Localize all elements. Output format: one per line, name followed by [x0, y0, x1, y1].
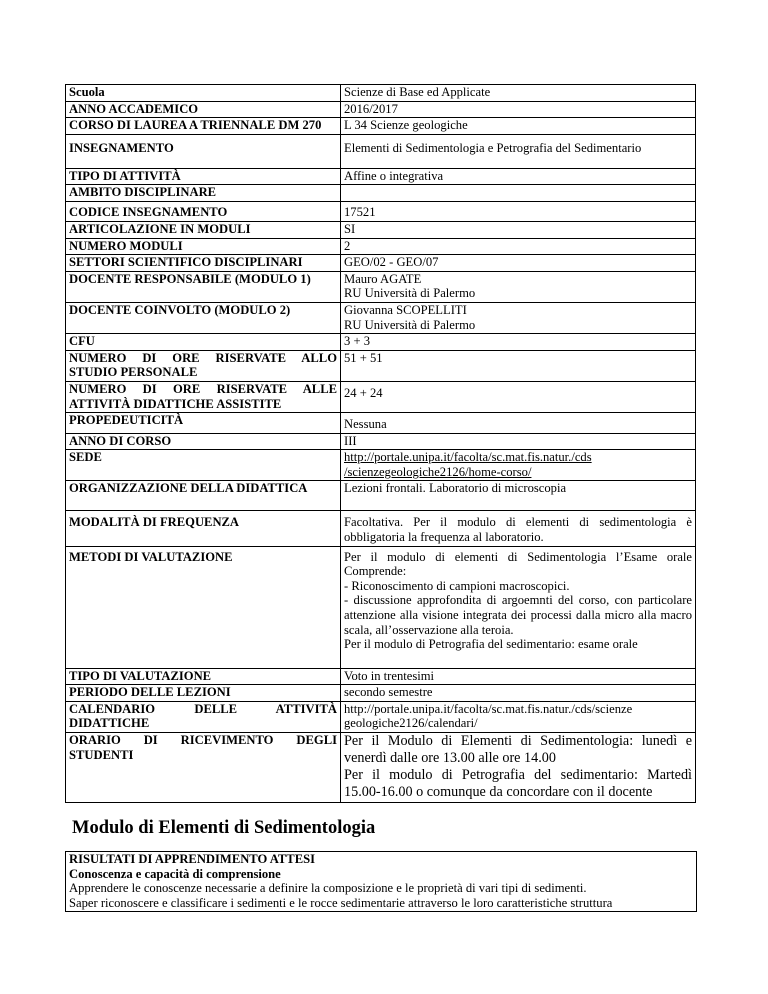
value-cfu: 3 + 3: [341, 334, 696, 351]
label-ambito: AMBITO DISCIPLINARE: [66, 185, 341, 202]
label-calendario: CALENDARIO DELLE ATTIVITÀ DIDATTICHE: [66, 701, 341, 732]
value-codice: 17521: [341, 202, 696, 222]
value-tipo-attivita: Affine o integrativa: [341, 168, 696, 185]
label-ore-didattiche: NUMERO DI ORE RISERVATE ALLE ATTIVITÀ DIDATTICHE ASSISTITE: [66, 381, 341, 412]
label-scuola: Scuola: [66, 85, 341, 102]
value-corso: L 34 Scienze geologiche: [341, 118, 696, 135]
label-ricevimento: ORARIO DI RICEVIMENTO DEGLI STUDENTI: [66, 733, 341, 803]
metodi-line: Per il modulo di Petrografia del sedimentario: esame orale: [344, 637, 638, 652]
ricevimento-line: Per il Modulo di Elementi di Sedimentologia: lunedì e venerdì dalle ore 13.00 alle ore 14.00: [344, 733, 692, 767]
table-row: [66, 381, 696, 412]
table-row: [66, 733, 696, 803]
value-docente-coinvolto: [341, 302, 696, 333]
value-calendario: [341, 701, 696, 732]
table-row: [66, 481, 696, 511]
label-cfu: CFU: [66, 334, 341, 351]
table-row: [66, 685, 696, 702]
value-tipo-valutazione: Voto in trentesimi: [341, 668, 696, 685]
table-row: [66, 852, 697, 912]
value-ore-didattiche: 24 + 24: [341, 381, 696, 412]
table-row: [66, 350, 696, 381]
table-row: [66, 238, 696, 255]
value-anno-corso: III: [341, 433, 696, 450]
value-ambito: [341, 185, 696, 202]
table-row: [66, 701, 696, 732]
course-info-table: [65, 84, 696, 803]
table-row: [66, 546, 696, 668]
label-codice: CODICE INSEGNAMENTO: [66, 202, 341, 222]
value-articolazione: SI: [341, 221, 696, 238]
label-organizzazione: ORGANIZZAZIONE DELLA DIDATTICA: [66, 481, 341, 511]
label-periodo: PERIODO DELLE LEZIONI: [66, 685, 341, 702]
value-settori: GEO/02 - GEO/07: [341, 255, 696, 272]
table-row: [66, 221, 696, 238]
table-row: [66, 302, 696, 333]
label-propedeuticita: PROPEDEUTICITÀ: [66, 413, 341, 434]
value-docente-responsabile: [341, 271, 696, 302]
table-row: [66, 433, 696, 450]
table-row: [66, 101, 696, 118]
label-anno-corso: ANNO DI CORSO: [66, 433, 341, 450]
table-row: [66, 134, 696, 168]
outcomes-table: [65, 851, 697, 912]
label-insegnamento: INSEGNAMENTO: [66, 134, 341, 168]
value-propedeuticita: Nessuna: [341, 413, 696, 434]
table-row: [66, 202, 696, 222]
value-anno-accademico: 2016/2017: [341, 101, 696, 118]
table-row: [66, 413, 696, 434]
table-row: [66, 271, 696, 302]
docente-responsabile-role: RU Università di Palermo: [344, 286, 476, 301]
table-row: [66, 168, 696, 185]
label-docente-coinvolto: DOCENTE COINVOLTO (MODULO 2): [66, 302, 341, 333]
value-insegnamento: Elementi di Sedimentologia e Petrografia del Sedimentario: [341, 134, 696, 168]
outcomes-subheading: Conoscenza e capacità di comprensione: [69, 866, 281, 881]
sede-link[interactable]: http://portale.unipa.it/facolta/sc.mat.fis.natur./cds /scienzegeologiche2126/home-corso/: [344, 450, 592, 479]
value-sede: [341, 450, 696, 481]
table-row: [66, 450, 696, 481]
outcomes-line: Apprendere le conoscenze necessarie a definire la composizione e le proprietà di vari tipi di sedimenti.: [69, 881, 587, 896]
docente-responsabile-name: Mauro AGATE: [344, 271, 422, 286]
label-corso: CORSO DI LAUREA A TRIENNALE DM 270: [66, 118, 341, 135]
value-scuola: Scienze di Base ed Applicate: [341, 85, 696, 102]
label-sede: SEDE: [66, 450, 341, 481]
table-row: [66, 255, 696, 272]
value-numero-moduli: 2: [341, 238, 696, 255]
value-ore-studio: 51 + 51: [341, 350, 696, 381]
label-anno-accademico: ANNO ACCADEMICO: [66, 101, 341, 118]
calendario-link[interactable]: http://portale.unipa.it/facolta/sc.mat.fis.natur./cds/scienze geologiche2126/calendari/: [344, 701, 633, 731]
docente-coinvolto-name: Giovanna SCOPELLITI: [344, 302, 467, 317]
label-docente-responsabile: DOCENTE RESPONSABILE (MODULO 1): [66, 271, 341, 302]
label-metodi: METODI DI VALUTAZIONE: [66, 546, 341, 668]
value-frequenza: Facoltativa. Per il modulo di elementi di sedimentologia è obbligatoria la frequenza al laboratorio.: [341, 511, 696, 546]
outcomes-heading: RISULTATI DI APPRENDIMENTO ATTESI: [69, 852, 315, 866]
value-metodi: [341, 546, 696, 668]
label-ore-studio: NUMERO DI ORE RISERVATE ALLO STUDIO PERSONALE: [66, 350, 341, 381]
value-organizzazione: Lezioni frontali. Laboratorio di microscopia: [341, 481, 696, 511]
label-tipo-valutazione: TIPO DI VALUTAZIONE: [66, 668, 341, 685]
label-numero-moduli: NUMERO MODULI: [66, 238, 341, 255]
table-row: [66, 334, 696, 351]
outcomes-cell: [66, 852, 697, 912]
label-articolazione: ARTICOLAZIONE IN MODULI: [66, 221, 341, 238]
docente-coinvolto-role: RU Università di Palermo: [344, 317, 476, 332]
section-title: Modulo di Elementi di Sedimentologia: [72, 818, 376, 838]
label-settori: SETTORI SCIENTIFICO DISCIPLINARI: [66, 255, 341, 272]
label-tipo-attivita: TIPO DI ATTIVITÀ: [66, 168, 341, 185]
outcomes-line: Saper riconoscere e classificare i sedimenti e le rocce sedimentarie attraverso le loro caratteristiche struttura: [69, 895, 613, 910]
table-row: [66, 85, 696, 102]
value-ricevimento: [341, 733, 696, 803]
value-periodo: secondo semestre: [341, 685, 696, 702]
table-row: [66, 511, 696, 546]
metodi-line: - discussione approfondita di argoemnti del corso, con particolare attenzione alla visione integrata dei processi dalla micro alla macro scala, all’osservazione alla teroia.: [344, 593, 692, 637]
metodi-line: - Riconoscimento di campioni macroscopici.: [344, 578, 570, 593]
ricevimento-line: Per il modulo di Petrografia del sedimentario: Martedì 15.00-16.00 o comunque da concordare con il docente: [344, 767, 692, 801]
table-row: [66, 185, 696, 202]
metodi-line: Per il modulo di elementi di Sedimentologia l’Esame orale Comprende:: [344, 549, 692, 579]
table-row: [66, 118, 696, 135]
label-frequenza: MODALITÀ DI FREQUENZA: [66, 511, 341, 546]
table-row: [66, 668, 696, 685]
